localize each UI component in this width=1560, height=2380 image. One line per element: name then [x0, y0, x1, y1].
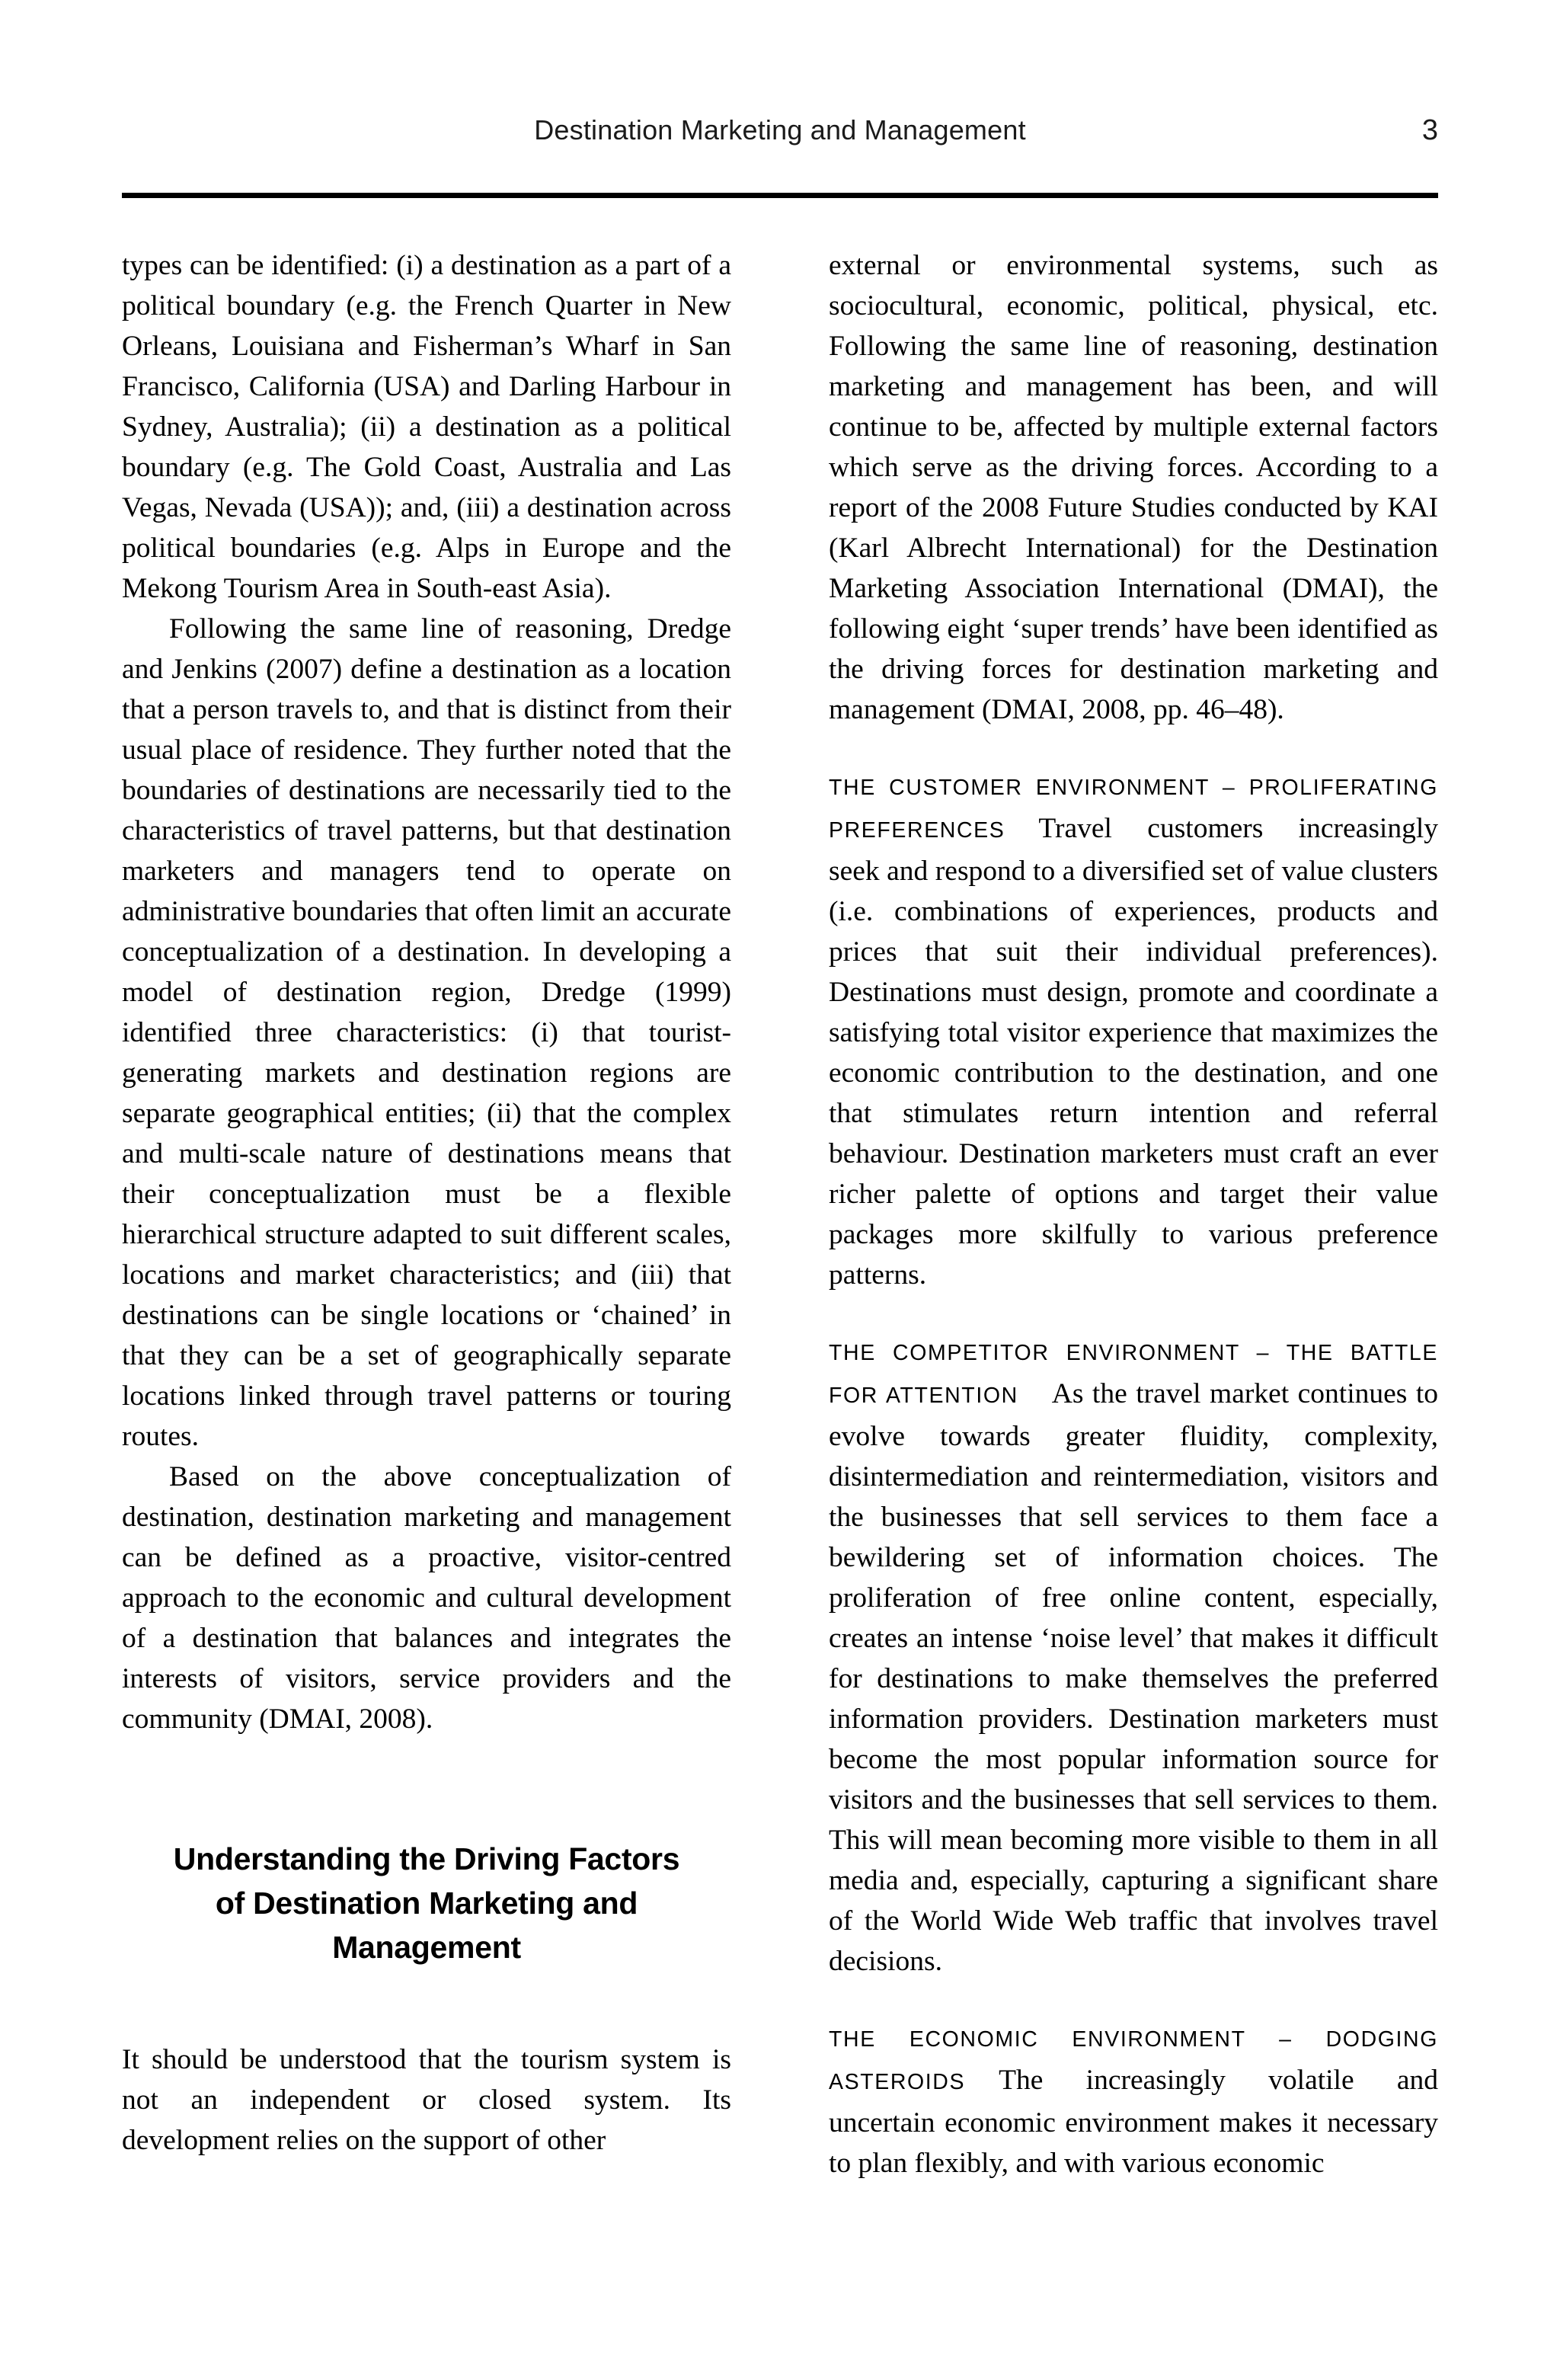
trend-section-text: As the travel market continues to evolve towards greater fluidity, complexity, disintermediation and reintermediation, visitors and the businesses that sell services to them face a bewildering set of information choices. The proliferation of free online content, especially, creates an intense ‘noise level’ that makes it difficult for destinations to make themselves the preferred information providers. Destination marketers must become the most popular information source for visitors and the businesses that sell services to them. This will mean becoming more visible to them in all media and, especially, capturing a significant share of the World Wide Web traffic that involves travel decisions.	[829, 1378, 1438, 1977]
trend-section-text: Travel customers increasingly seek and respond to a diversified set of value clusters (i.e. combinations of experiences, products and prices that suit their individual preferences). Destinations must design, promote and coordinate a satisfying total visitor experience that maximizes the economic contribution to the destination, and one that stimulates return intention and referral behaviour. Destination marketers must craft an ever richer palette of options and target their value packages more skilfully to various preference patterns.	[829, 813, 1438, 1291]
right-column	[829, 245, 1438, 2183]
running-head-title: Destination Marketing and Management	[534, 114, 1026, 146]
spacer	[122, 1739, 731, 1837]
spacer	[122, 1969, 731, 2039]
trend-section	[829, 766, 1438, 1295]
page-number: 3	[1421, 114, 1438, 146]
header-rule	[122, 193, 1438, 198]
section-heading	[122, 1837, 731, 1969]
trend-section-label: THE CUSTOMER ENVIRONMENT – PROLIFERATING PREFERENCES	[829, 776, 1438, 843]
paragraph: It should be understood that the tourism system is not an independent or closed system. Its development relies on the support of other	[122, 2044, 731, 2156]
trend-section	[829, 2017, 1438, 2183]
spacer	[829, 1982, 1438, 2017]
running-head	[122, 114, 1438, 168]
spacer	[829, 730, 1438, 766]
paragraph: Based on the above conceptualization of destination, destination marketing and management can be defined as a proactive, visitor-centred approach to the economic and cultural development of a destination that balances and integrates the interests of visitors, service providers and the community (DMAI, 2008).	[122, 1461, 731, 1735]
trend-section-label: THE COMPETITOR ENVIRONMENT – THE BATTLE FOR ATTENTION	[829, 1341, 1438, 1408]
left-column	[122, 245, 731, 2183]
two-column-body	[122, 245, 1438, 2183]
paragraph: external or environmental systems, such as sociocultural, economic, political, physical, etc. Following the same line of reasoning, destination marketing and management has been, and will continue to be, affected by multiple external factors which serve as the driving forces. According to a report of the 2008 Future Studies conducted by KAI (Karl Albrecht International) for the Destination Marketing Association International (DMAI), the following eight ‘super trends’ have been identified as the driving forces for destination marketing and management (DMAI, 2008, pp. 46–48).	[829, 250, 1438, 725]
paragraph: types can be identified: (i) a destination as a part of a political boundary (e.g. the French Quarter in New Orleans, Louisiana and Fisherman’s Wharf in San Francisco, California (USA) and Darling Harbour in Sydney, Australia); (ii) a destination as a political boundary (e.g. The Gold Coast, Australia and Las Vegas, Nevada (USA)); and, (iii) a destination across political boundaries (e.g. Alps in Europe and the Mekong Tourism Area in South-east Asia).	[122, 250, 731, 604]
spacer	[829, 1295, 1438, 1331]
section-heading-line: of Destination Marketing and	[215, 1886, 638, 1921]
trend-section	[829, 1331, 1438, 1982]
section-heading-line: Management	[332, 1930, 521, 1965]
trend-section-text: The increasingly volatile and uncertain economic environment makes it necessary to plan flexibly, and with various economic	[829, 2065, 1438, 2179]
paragraph: Following the same line of reasoning, Dredge and Jenkins (2007) define a destination as a location that a person travels to, and that is distinct from their usual place of residence. They further noted that the boundaries of destinations are necessarily tied to the characteristics of travel patterns, but that destination marketers and managers tend to operate on administrative boundaries that often limit an accurate conceptualization of a destination. In developing a model of destination region, Dredge (1999) identified three characteristics: (i) that tourist-generating markets and destination regions are separate geographical entities; (ii) that the complex and multi-scale nature of destinations means that their conceptualization must be a flexible hierarchical structure adapted to suit different scales, locations and market characteristics; and (iii) that destinations can be single locations or ‘chained’ in that they can be a set of geographically separate locations linked through travel patterns or touring routes.	[122, 613, 731, 1452]
trend-section-label: THE ECONOMIC ENVIRONMENT – DODGING ASTEROIDS	[829, 2027, 1438, 2094]
section-heading-line: Understanding the Driving Factors	[173, 1841, 680, 1876]
